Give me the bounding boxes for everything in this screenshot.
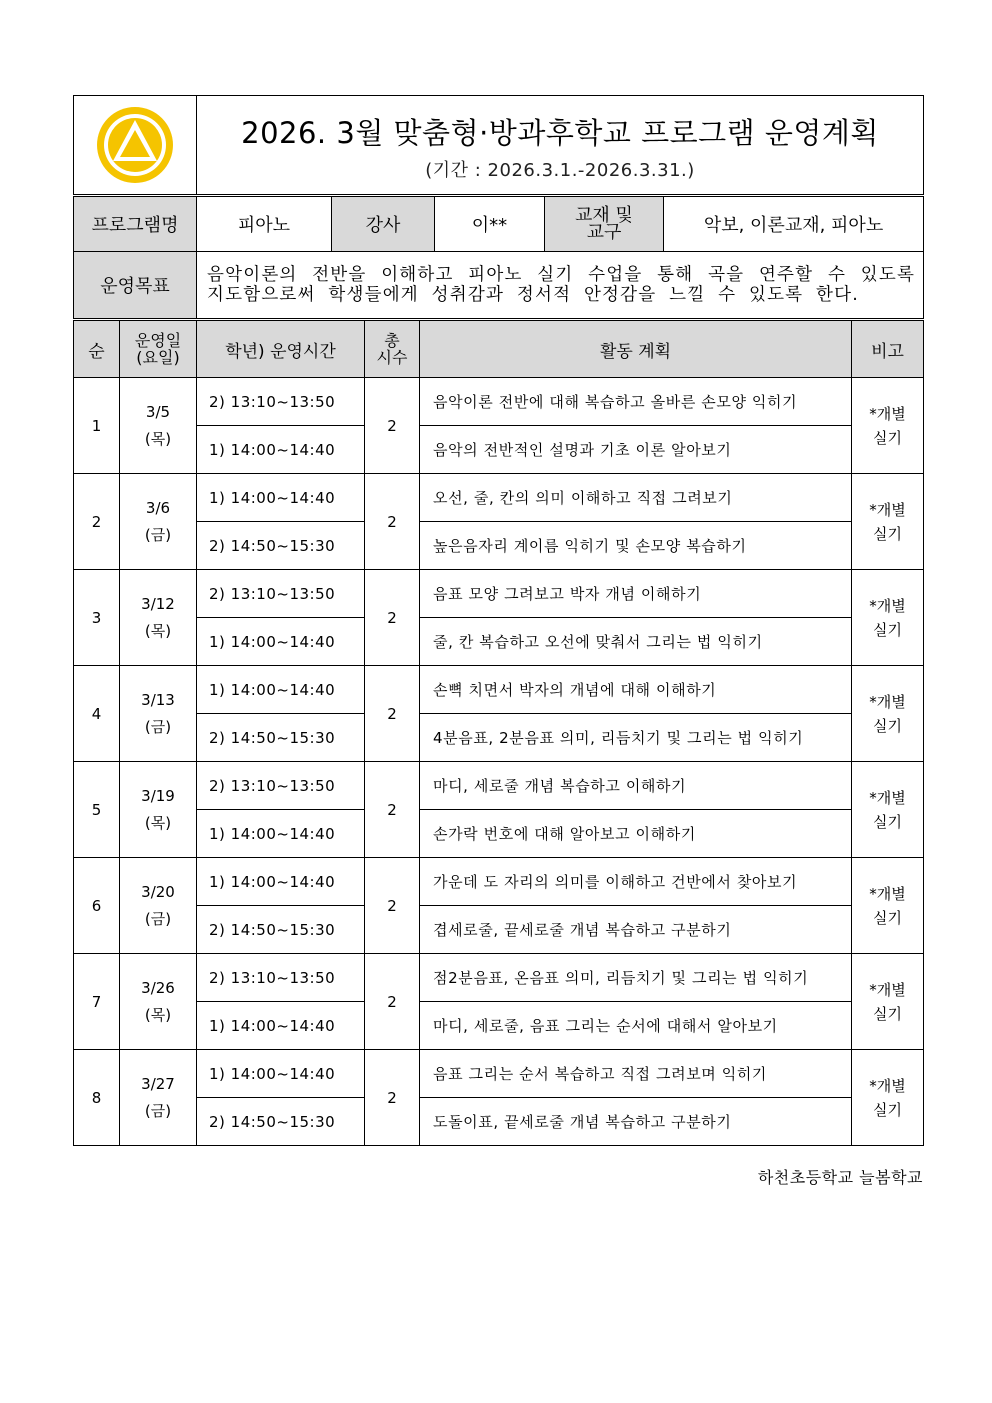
row-hours: 2 [365,474,420,570]
table-row [74,570,924,618]
session-time: 1) 14:00~14:40 [197,1002,365,1050]
session-plan: 음악의 전반적인 설명과 기초 이론 알아보기 [420,426,852,474]
row-day-value: (목) [144,429,172,448]
session-plan: 높은음자리 계이름 익히기 및 손모양 복습하기 [420,522,852,570]
table-row [74,906,924,954]
row-note-line1: *개별 [869,884,906,903]
header-table [73,95,924,319]
row-note-line1: *개별 [869,596,906,615]
row-number: 8 [74,1050,120,1146]
logo-cell [74,96,197,196]
session-time: 1) 14:00~14:40 [197,1050,365,1098]
row-note-line2: 실기 [873,812,902,831]
table-row [74,810,924,858]
col-header-hours-line1: 총 [384,331,400,350]
table-row [74,1098,924,1146]
table-row [74,1050,924,1098]
row-note-line1: *개별 [869,692,906,711]
row-date-value: 3/26 [141,978,175,997]
table-row [74,954,924,1002]
session-time: 2) 13:10~13:50 [197,570,365,618]
row-note [852,666,924,762]
session-plan: 음악이론 전반에 대해 복습하고 올바른 손모양 익히기 [420,378,852,426]
row-date [120,1050,197,1146]
school-emblem-icon [93,103,177,187]
table-row [74,1002,924,1050]
session-plan: 손가락 번호에 대해 알아보고 이해하기 [420,810,852,858]
schedule-body [74,378,924,1146]
row-day-value: (목) [144,813,172,832]
material-label [545,196,664,252]
session-plan: 4분음표, 2분음표 의미, 리듬치기 및 그리는 법 익히기 [420,714,852,762]
teacher-label: 강사 [332,196,435,252]
row-note-line1: *개별 [869,404,906,423]
row-note-line2: 실기 [873,1100,902,1119]
row-date [120,378,197,474]
row-note-line2: 실기 [873,428,902,447]
row-note [852,474,924,570]
row-date-value: 3/20 [141,882,175,901]
col-header-order: 순 [74,320,120,378]
table-row [74,858,924,906]
row-hours: 2 [365,1050,420,1146]
session-plan: 겹세로줄, 끝세로줄 개념 복습하고 구분하기 [420,906,852,954]
program-value: 피아노 [197,196,332,252]
col-header-date [120,320,197,378]
document-page [73,95,923,1187]
table-row [74,378,924,426]
schedule-table [73,318,924,1146]
table-row [74,474,924,522]
school-name-footer: 하천초등학교 늘봄학교 [757,1168,923,1187]
row-date-value: 3/5 [145,402,171,421]
session-time: 2) 13:10~13:50 [197,378,365,426]
row-number: 1 [74,378,120,474]
row-note-line1: *개별 [869,980,906,999]
row-hours: 2 [365,666,420,762]
row-note-line2: 실기 [873,524,902,543]
title-cell [197,96,924,196]
col-header-note: 비고 [852,320,924,378]
session-plan: 점2분음표, 온음표 의미, 리듬치기 및 그리는 법 익히기 [420,954,852,1002]
material-label-line1: 교재 및 [575,205,633,226]
session-time: 1) 14:00~14:40 [197,810,365,858]
row-day-value: (금) [144,525,172,544]
session-plan: 가운데 도 자리의 의미를 이해하고 건반에서 찾아보기 [420,858,852,906]
col-header-hours-line2: 시수 [376,348,408,367]
table-row [74,762,924,810]
row-date-value: 3/13 [141,690,175,709]
table-row [74,522,924,570]
row-note [852,954,924,1050]
row-day-value: (목) [144,1005,172,1024]
session-plan: 줄, 칸 복습하고 오선에 맞춰서 그리는 법 익히기 [420,618,852,666]
row-note [852,762,924,858]
material-label-line2: 교구 [586,222,622,243]
row-number: 7 [74,954,120,1050]
row-date-value: 3/19 [141,786,175,805]
goal-label: 운영목표 [74,252,197,319]
session-time: 1) 14:00~14:40 [197,858,365,906]
col-header-hours [365,320,420,378]
session-plan: 도돌이표, 끝세로줄 개념 복습하고 구분하기 [420,1098,852,1146]
row-note-line2: 실기 [873,716,902,735]
table-row [74,714,924,762]
session-time: 2) 14:50~15:30 [197,714,365,762]
session-time: 2) 13:10~13:50 [197,954,365,1002]
row-note [852,858,924,954]
row-number: 5 [74,762,120,858]
row-day-value: (금) [144,717,172,736]
row-date-value: 3/6 [145,498,171,517]
row-day-value: (금) [144,1101,172,1120]
row-day-value: (목) [144,621,172,640]
session-time: 1) 14:00~14:40 [197,426,365,474]
session-plan: 음표 그리는 순서 복습하고 직접 그려보며 익히기 [420,1050,852,1098]
program-label: 프로그램명 [74,196,197,252]
row-date-value: 3/12 [141,594,175,613]
page-title: 2026. 3월 맞춤형·방과후학교 프로그램 운영계획 [241,115,879,150]
session-time: 1) 14:00~14:40 [197,618,365,666]
session-plan: 마디, 세로줄 개념 복습하고 이해하기 [420,762,852,810]
row-date [120,570,197,666]
row-date-value: 3/27 [141,1074,175,1093]
row-note [852,570,924,666]
row-day-value: (금) [144,909,172,928]
col-header-date-line2: (요일) [136,348,180,367]
col-header-date-line1: 운영일 [134,331,182,350]
session-plan: 손뼉 치면서 박자의 개념에 대해 이해하기 [420,666,852,714]
row-note [852,1050,924,1146]
row-hours: 2 [365,570,420,666]
session-plan: 마디, 세로줄, 음표 그리는 순서에 대해서 알아보기 [420,1002,852,1050]
row-note-line1: *개별 [869,500,906,519]
session-time: 2) 14:50~15:30 [197,906,365,954]
row-hours: 2 [365,954,420,1050]
row-number: 2 [74,474,120,570]
row-date [120,954,197,1050]
row-note-line1: *개별 [869,1076,906,1095]
teacher-value: 이** [435,196,545,252]
table-row [74,618,924,666]
session-time: 1) 14:00~14:40 [197,666,365,714]
col-header-time: 학년) 운영시간 [197,320,365,378]
row-date [120,474,197,570]
row-number: 6 [74,858,120,954]
material-value: 악보, 이론교재, 피아노 [664,196,924,252]
row-number: 3 [74,570,120,666]
row-hours: 2 [365,378,420,474]
session-time: 1) 14:00~14:40 [197,474,365,522]
row-note-line2: 실기 [873,908,902,927]
row-note [852,378,924,474]
row-number: 4 [74,666,120,762]
row-date [120,666,197,762]
row-note-line2: 실기 [873,620,902,639]
row-date [120,858,197,954]
session-plan: 음표 모양 그려보고 박자 개념 이해하기 [420,570,852,618]
col-header-plan: 활동 계획 [420,320,852,378]
period-text: (기간 : 2026.3.1.-2026.3.31.) [425,159,695,181]
session-time: 2) 13:10~13:50 [197,762,365,810]
row-date [120,762,197,858]
table-row [74,666,924,714]
table-row [74,426,924,474]
row-hours: 2 [365,858,420,954]
session-plan: 오선, 줄, 칸의 의미 이해하고 직접 그려보기 [420,474,852,522]
row-hours: 2 [365,762,420,858]
session-time: 2) 14:50~15:30 [197,522,365,570]
row-note-line1: *개별 [869,788,906,807]
row-note-line2: 실기 [873,1004,902,1023]
session-time: 2) 14:50~15:30 [197,1098,365,1146]
goal-value: 음악이론의 전반을 이해하고 피아노 실기 수업을 통해 곡을 연주할 수 있도록 지도함으로써 학생들에게 성취감과 정서적 안정감을 느낄 수 있도록 한다. [197,252,924,319]
